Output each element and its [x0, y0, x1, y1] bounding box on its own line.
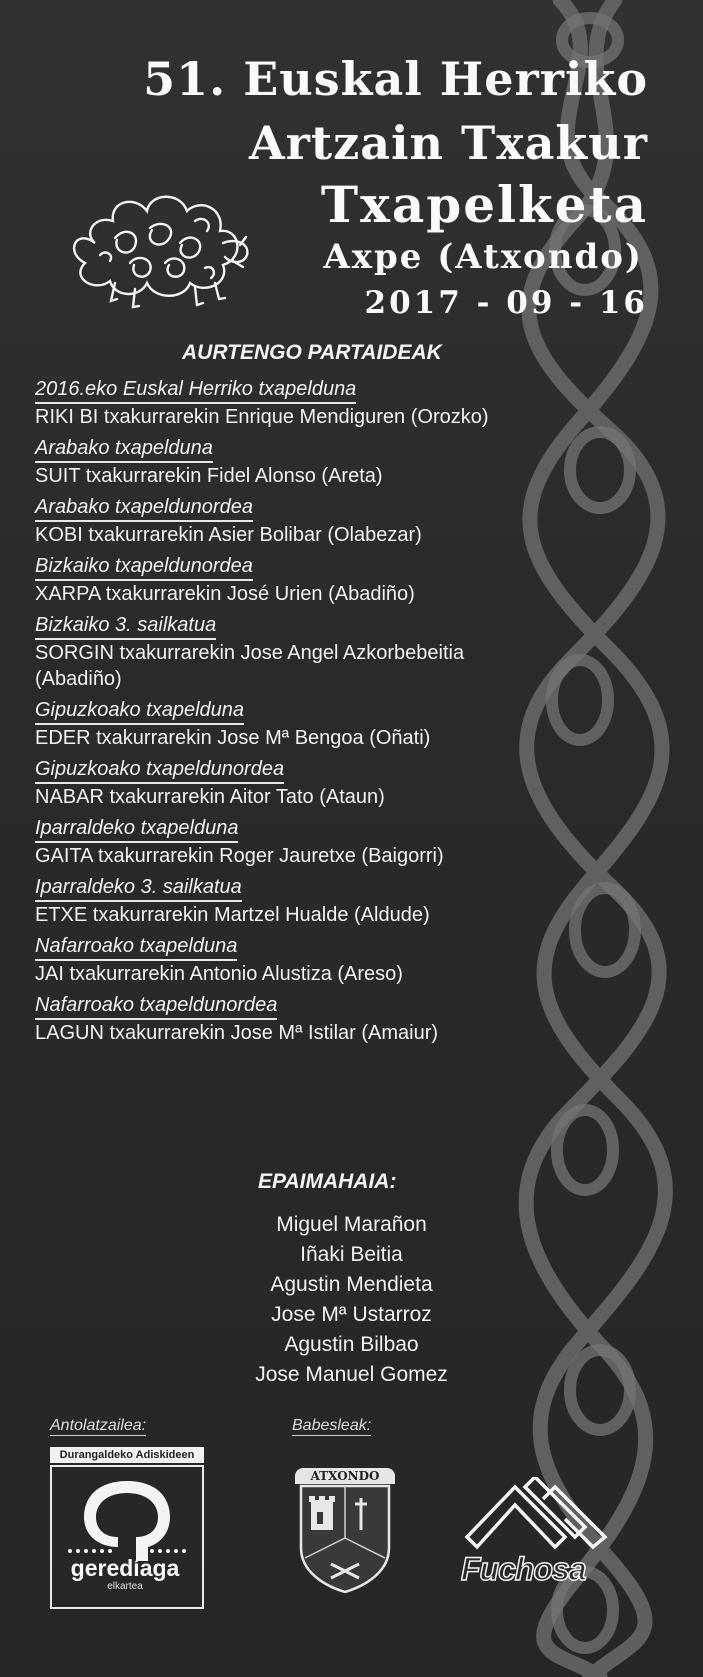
list-item [35, 496, 675, 548]
title-line-2: Artzain Txakur [248, 116, 648, 170]
entry-participant-continued: (Abadiño) [35, 668, 122, 690]
fuchosa-name: Fuchosa [461, 1551, 586, 1587]
entry-participant: ETXE txakurrarekin Martzel Hualde (Aldude) [35, 904, 430, 926]
jury-member: Agustin Bilbao [284, 1333, 419, 1356]
entry-participant: LAGUN txakurrarekin Jose Mª Istilar (Amaiur) [35, 1022, 439, 1044]
list-item [35, 758, 675, 810]
atxondo-name: ATXONDO [295, 1468, 395, 1484]
entry-category: Bizkaiko 3. sailkatua [35, 614, 216, 640]
sheep-icon [55, 183, 255, 313]
list-item [35, 817, 675, 869]
list-item [35, 378, 675, 430]
entry-participant: KOBI txakurrarekin Asier Bolibar (Olabezar) [35, 524, 422, 546]
jury-heading: EPAIMAHAIA: [258, 1170, 397, 1193]
gerediaga-name: geredíaga [70, 1555, 180, 1581]
atxondo-shield-icon [295, 1468, 395, 1593]
event-date: 2017 - 09 - 16 [364, 285, 648, 321]
list-item [35, 437, 675, 489]
jury-member: Agustin Mendieta [270, 1273, 433, 1296]
list-item [35, 994, 675, 1046]
atxondo-logo [295, 1468, 395, 1593]
jury-list [0, 1210, 703, 1390]
entry-category: Arabako txapelduna [35, 437, 213, 463]
sponsors-label: Babesleak: [292, 1417, 372, 1434]
entry-category: Arabako txapeldunordea [35, 496, 253, 522]
entry-category: Gipuzkoako txapeldunordea [35, 758, 284, 784]
jury-member: Iñaki Beitia [300, 1243, 403, 1266]
list-item [35, 935, 675, 987]
event-location: Axpe (Atxondo) [323, 237, 643, 277]
gerediaga-sub: elkartea [107, 1581, 143, 1592]
participants-heading: AURTENGO PARTAIDEAK [182, 341, 442, 364]
organizer-label: Antolatzailea: [50, 1417, 147, 1434]
entry-participant: RIKI BI txakurrarekin Enrique Mendiguren (Orozko) [35, 406, 489, 428]
list-item [35, 876, 675, 928]
fuchosa-logo [455, 1477, 635, 1597]
entry-category: Nafarroako txapelduna [35, 935, 237, 961]
list-item [35, 699, 675, 751]
title-line-3: Txapelketa [320, 175, 648, 234]
list-item [35, 614, 675, 692]
fuchosa-roof-icon [455, 1477, 635, 1557]
entry-participant: SUIT txakurrarekin Fidel Alonso (Areta) [35, 465, 383, 487]
entry-participant: NABAR txakurrarekin Aitor Tato (Ataun) [35, 786, 385, 808]
jury-member: Jose Manuel Gomez [255, 1363, 448, 1386]
gerediaga-logo [48, 1447, 206, 1607]
jury-member: Jose Mª Ustarroz [271, 1303, 432, 1326]
entry-participant: EDER txakurrarekin Jose Mª Bengoa (Oñati) [35, 727, 431, 749]
jury-member: Miguel Marañon [276, 1213, 427, 1236]
entry-category: 2016.eko Euskal Herriko txapelduna [35, 378, 356, 404]
entry-category: Nafarroako txapeldunordea [35, 994, 277, 1020]
entry-participant: GAITA txakurrarekin Roger Jauretxe (Baigorri) [35, 845, 444, 867]
participants-list [35, 378, 675, 1053]
entry-category: Gipuzkoako txapelduna [35, 699, 244, 725]
entry-participant: JAI txakurrarekin Antonio Alustiza (Areso) [35, 963, 403, 985]
entry-participant: SORGIN txakurrarekin Jose Angel Azkorbebeitia [35, 642, 465, 664]
entry-category: Iparraldeko 3. sailkatua [35, 876, 242, 902]
title-line-1: 51. Euskal Herriko [143, 52, 648, 106]
list-item [35, 555, 675, 607]
entry-participant: XARPA txakurrarekin José Urien (Abadiño) [35, 583, 415, 605]
entry-category: Bizkaiko txapeldunordea [35, 555, 253, 581]
entry-category: Iparraldeko txapelduna [35, 817, 238, 843]
gerediaga-top-text: Durangaldeko Adiskideen [50, 1447, 204, 1463]
